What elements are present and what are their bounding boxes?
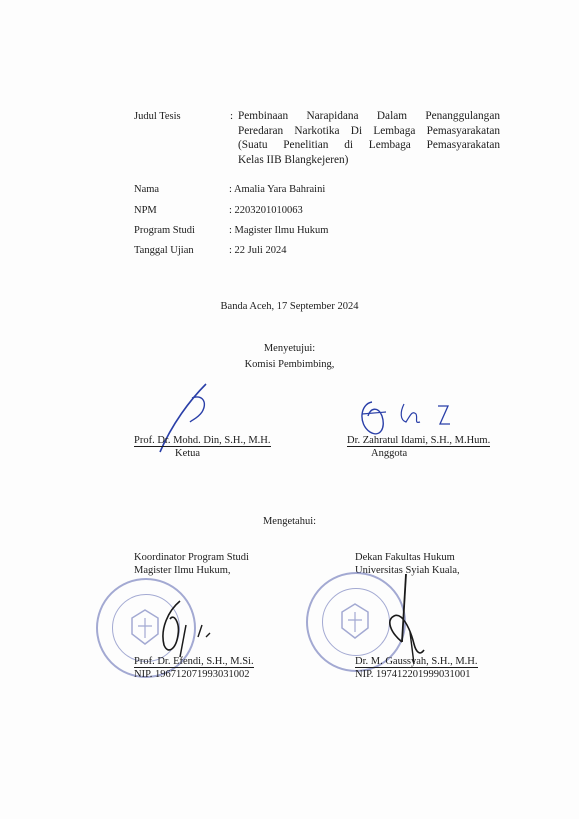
place-date: Banda Aceh, 17 September 2024 xyxy=(220,301,359,312)
thesis-title-colon: : xyxy=(230,110,234,122)
approval-heading: Menyetujui: xyxy=(263,343,316,354)
thesis-title-line-3: (Suatu Penelitian di Lembaga Pemasyarakatan xyxy=(238,139,500,151)
coordinator-name: Prof. Dr. Efendi, S.H., M.Si. xyxy=(134,656,254,667)
program-value: : Magister Ilmu Hukum xyxy=(229,225,329,236)
name-value: : Amalia Yara Bahraini xyxy=(229,184,326,195)
committee-label: Komisi Pembimbing, xyxy=(244,359,335,370)
npm-value: : 2203201010063 xyxy=(229,205,303,216)
dean-title-1: Dekan Fakultas Hukum xyxy=(355,552,455,563)
advisor2-role: Anggota xyxy=(371,448,408,459)
dean-nip: NIP. 197412201999031001 xyxy=(355,669,471,680)
coordinator-title-1: Koordinator Program Studi xyxy=(134,552,249,563)
thesis-title xyxy=(238,109,500,167)
coordinator-name-wrap xyxy=(134,655,254,668)
advisor1-name: Prof. Dr. Mohd. Din, S.H., M.H. xyxy=(134,435,271,446)
exam-date-value: : 22 Juli 2024 xyxy=(229,245,287,256)
thesis-title-label: Judul Tesis xyxy=(134,111,181,122)
advisor1-name-wrap xyxy=(134,434,271,447)
acknowledgement-heading: Mengetahui: xyxy=(262,516,317,527)
name-label: Nama xyxy=(134,184,160,195)
dean-name: Dr. M. Gaussyah, S.H., M.H. xyxy=(355,656,478,667)
npm-label: NPM xyxy=(134,205,157,216)
thesis-title-line-4: Kelas IIB Blangkejeren) xyxy=(238,153,349,166)
thesis-title-line-1: Pembinaan Narapidana Dalam Penanggulangan xyxy=(238,110,500,122)
thesis-title-line-2: Peredaran Narkotika Di Lembaga Pemasyarakatan xyxy=(238,124,500,137)
program-label: Program Studi xyxy=(134,225,195,236)
coordinator-title-2: Magister Ilmu Hukum, xyxy=(134,565,231,576)
exam-date-label: Tanggal Ujian xyxy=(134,245,194,256)
advisor1-role: Ketua xyxy=(175,448,201,459)
advisor2-name: Dr. Zahratul Idami, S.H., M.Hum. xyxy=(347,435,491,446)
coordinator-nip: NIP. 196712071993031002 xyxy=(134,669,250,680)
dean-name-wrap xyxy=(355,655,478,668)
dean-title-2: Universitas Syiah Kuala, xyxy=(355,565,460,576)
advisor2-name-wrap xyxy=(347,434,490,447)
